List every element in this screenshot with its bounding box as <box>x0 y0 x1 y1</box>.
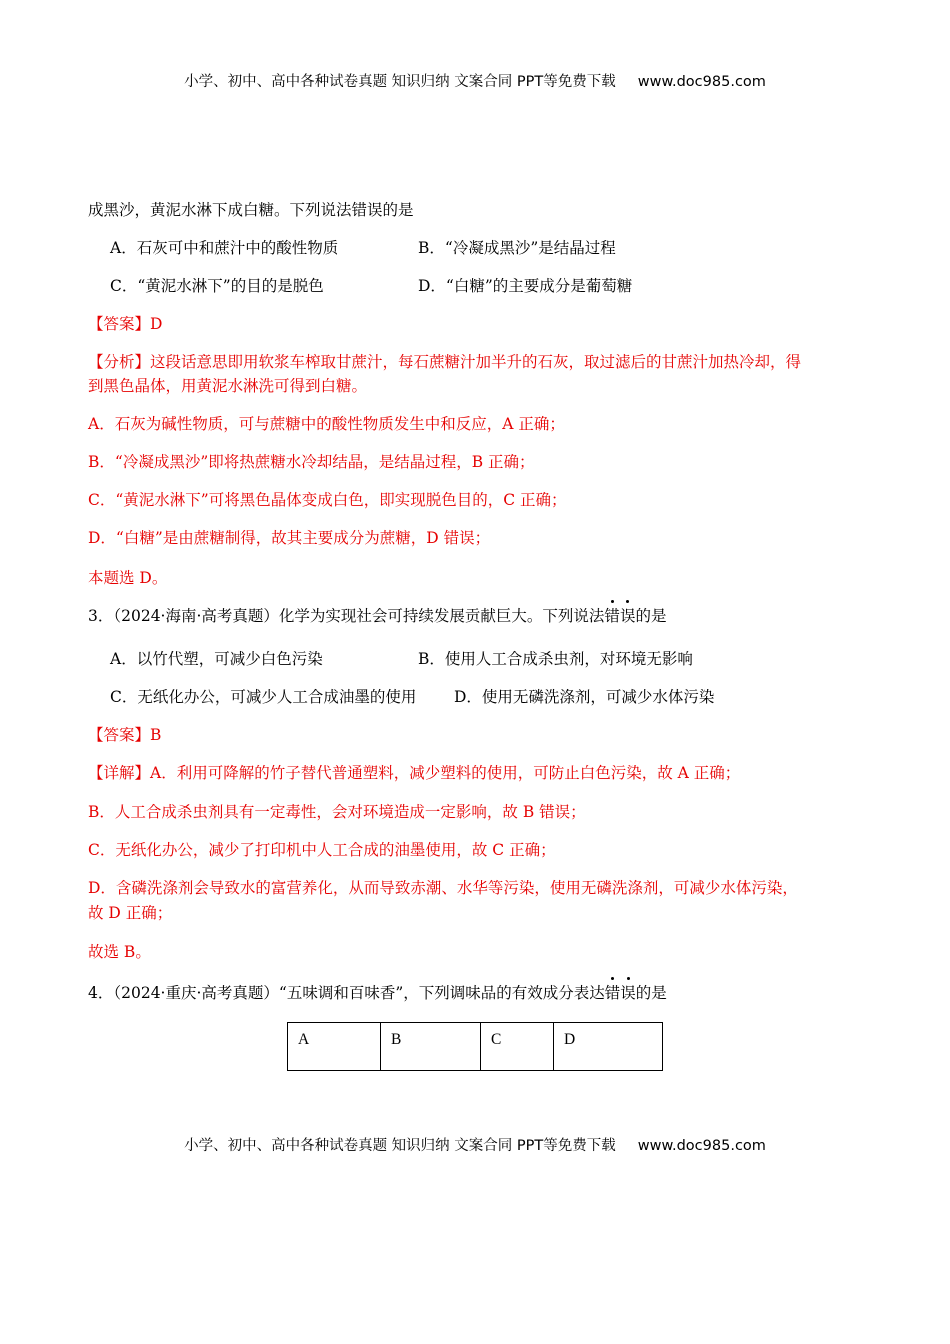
q2-analysis-line: A．石灰为碱性物质，可与蔗糖中的酸性物质发生中和反应，A 正确； <box>88 415 565 433</box>
q2-option-b: B．“冷凝成黑沙”是结晶过程 <box>418 239 616 257</box>
q3-stem-prefix: 3．（2024·海南·高考真题）化学为实现社会可持续发展贡献巨大。下列说法 <box>88 607 605 625</box>
emphasis-char: 误 <box>619 607 636 625</box>
q3-option-c: C．无纸化办公，可减少人工合成油墨的使用 <box>110 688 417 706</box>
q4-stem-prefix: 4．（2024·重庆·高考真题）“五味调和百味香”，下列调味品的有效成分表达 <box>88 984 605 1002</box>
table-row <box>288 1023 663 1071</box>
footer-url[interactable]: www.doc985.com <box>637 1138 766 1154</box>
q2-analysis-line: B．“冷凝成黑沙”即将热蔗糖水冷却结晶，是结晶过程，B 正确； <box>88 453 535 471</box>
q4-stem <box>88 982 667 1004</box>
q2-answer: 【答案】D <box>88 315 163 333</box>
q2-analysis-line: C．“黄泥水淋下”可将黑色晶体变成白色，即实现脱色目的，C 正确； <box>88 491 567 509</box>
q3-conclusion: 故选 B。 <box>88 943 151 961</box>
header-url[interactable]: www.doc985.com <box>637 74 766 90</box>
emphasis-char: 错 <box>604 984 621 1002</box>
q4-table <box>287 1022 663 1071</box>
header-text: 小学、初中、高中各种试卷真题 知识归纳 文案合同 PPT等免费下载 <box>184 74 616 90</box>
q3-stem-suffix: 的是 <box>635 607 667 625</box>
emphasis-char: 错 <box>604 607 620 625</box>
q2-conclusion: 本题选 D。 <box>88 569 168 587</box>
table-header-cell: C <box>481 1023 554 1071</box>
q2-option-d: D．“白糖”的主要成分是葡萄糖 <box>418 277 633 295</box>
q4-stem-suffix: 的是 <box>635 984 667 1002</box>
q3-option-d: D．使用无磷洗涤剂，可减少水体污染 <box>454 688 715 706</box>
q3-analysis-line: B．人工合成杀虫剂具有一定毒性，会对环境造成一定影响，故 B 错误； <box>88 803 586 821</box>
q3-option-a: A．以竹代塑，可减少白色污染 <box>110 650 323 668</box>
q3-answer: 【答案】B <box>88 726 162 744</box>
table-header-cell: B <box>381 1023 481 1071</box>
q2-analysis-line: D．“白糖”是由蔗糖制得，故其主要成分为蔗糖，D 错误； <box>88 529 491 547</box>
q3-stem <box>88 605 666 627</box>
page-footer <box>0 1134 950 1155</box>
q2-option-c: C．“黄泥水淋下”的目的是脱色 <box>110 277 324 295</box>
q2-analysis-line: 【分析】这段话意思即用软浆车榨取甘蔗汁，每石蔗糖汁加半升的石灰，取过滤后的甘蔗汁加热冷却，得 <box>88 353 802 371</box>
q3-option-b: B．使用人工合成杀虫剂，对环境无影响 <box>418 650 693 668</box>
table-header-cell: A <box>288 1023 381 1071</box>
footer-text: 小学、初中、高中各种试卷真题 知识归纳 文案合同 PPT等免费下载 <box>184 1138 616 1154</box>
q2-option-a: A．石灰可中和蔗汁中的酸性物质 <box>110 239 339 257</box>
q3-analysis-line: 故 D 正确； <box>88 904 173 922</box>
emphasis-char: 误 <box>620 984 636 1002</box>
table-header-cell: D <box>554 1023 663 1071</box>
q3-analysis-line: 【详解】A．利用可降解的竹子替代普通塑料，减少塑料的使用，可防止白色污染，故 A 正确； <box>88 764 741 782</box>
page-header <box>0 70 950 91</box>
q3-analysis-line: C．无纸化办公，减少了打印机中人工合成的油墨使用，故 C 正确； <box>88 841 556 859</box>
q2-stem: 成黑沙，黄泥水淋下成白糖。下列说法错误的是 <box>88 201 414 219</box>
q3-analysis-line: D．含磷洗涤剂会导致水的富营养化，从而导致赤潮、水华等污染，使用无磷洗涤剂，可减少水体污染， <box>88 879 798 897</box>
q2-analysis-line: 到黑色晶体，用黄泥水淋洗可得到白糖。 <box>88 377 368 395</box>
